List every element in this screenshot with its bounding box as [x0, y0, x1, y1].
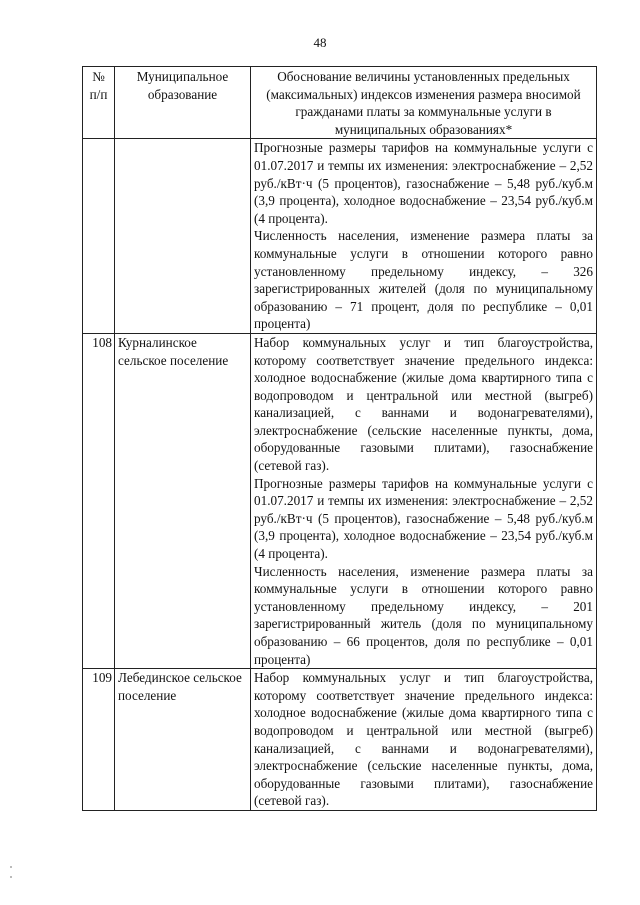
- table-row: [83, 139, 597, 334]
- page-number: 48: [313, 35, 327, 50]
- row-justification: [251, 669, 597, 811]
- scan-speck: [10, 876, 12, 878]
- tariff-table: [82, 66, 597, 811]
- table-header-row: [83, 67, 597, 139]
- scan-speck: [10, 866, 12, 868]
- header-municipality: Муниципальное образование: [115, 67, 251, 139]
- justification-paragraph: Прогнозные размеры тарифов на коммунальные услуги с 01.07.2017 и темпы их изменения: электроснабжение – 2,52 руб./кВт·ч (5 процентов), газоснабжение – 5,48 руб./куб.м (3,9 процента), холодное водоснабжение – 23,54 руб./куб.м (4 процента).: [254, 475, 593, 562]
- header-num: № п/п: [83, 67, 115, 139]
- row-number: 108: [83, 333, 115, 668]
- row-justification: [251, 139, 597, 334]
- header-justification: Обоснование величины установленных предельных (максимальных) индексов изменения размера вносимой гражданами платы за коммунальные услуги в муниципальных образованиях*: [251, 67, 597, 139]
- row-justification: [251, 333, 597, 668]
- justification-paragraph: Набор коммунальных услуг и тип благоустройства, которому соответствует значение предельного индекса: холодное водоснабжение (жилые дома квартирного типа с водопроводом и центральной или местной (выгреб) канализацией, с ваннами и водонагревателями), электроснабжение (сельские населенные пункты, дома, оборудованные газовыми плитами), газоснабжение (сетевой газ).: [254, 334, 593, 474]
- justification-paragraph: Прогнозные размеры тарифов на коммунальные услуги с 01.07.2017 и темпы их изменения: электроснабжение – 2,52 руб./кВт·ч (5 процентов), газоснабжение – 5,48 руб./куб.м (3,9 процента), холодное водоснабжение – 23,54 руб./куб.м (4 процента).: [254, 140, 593, 226]
- table-row: [83, 669, 597, 811]
- justification-paragraph: Численность населения, изменение размера платы за коммунальные услуги в отношении которого равно установленному предельному индексу, – 201 зарегистрированный житель (доля по муниципальному образованию – 66 процентов, доля по республике – 0,01 процента): [254, 563, 593, 667]
- table-row: [83, 333, 597, 668]
- justification-paragraph: Численность населения, изменение размера платы за коммунальные услуги в отношении которого равно установленному предельному индексу, – 326 зарегистрированных жителей (доля по муниципальному образованию – 71 процент, доля по республике – 0,01 процента): [254, 228, 593, 332]
- row-number: [83, 139, 115, 334]
- justification-paragraph: Набор коммунальных услуг и тип благоустройства, которому соответствует значение предельного индекса: холодное водоснабжение (жилые дома квартирного типа с водопроводом и центральной или местной (выгреб) канализацией, с ваннами и водонагревателями), электроснабжение (сельские населенные пункты, дома, оборудованные газовыми плитами), газоснабжение (сетевой газ).: [254, 670, 593, 809]
- row-municipality: Курналинское сельское поселение: [115, 333, 251, 668]
- row-municipality: [115, 139, 251, 334]
- row-municipality: Лебединское сельское поселение: [115, 669, 251, 811]
- row-number: 109: [83, 669, 115, 811]
